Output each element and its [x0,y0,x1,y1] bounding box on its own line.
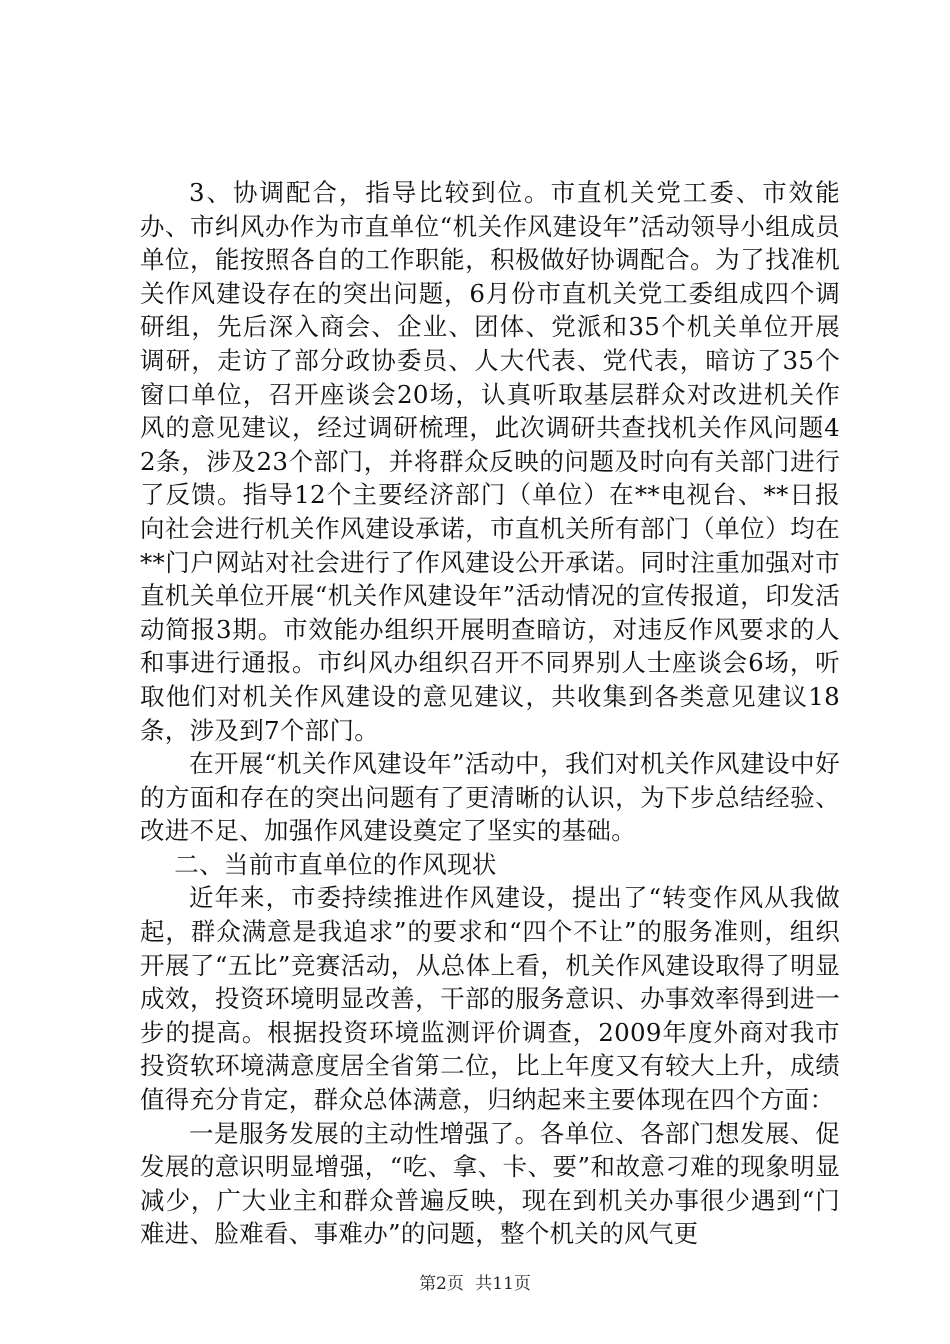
page-number: 第2页 [419,1274,464,1294]
paragraph-summary: 在开展“机关作风建设年”活动中，我们对机关作风建设中好的方面和存在的突出问题有了更清晰的认识，为下步总结经验、改进不足、加强作风建设奠定了坚实的基础。 [140,749,840,846]
paragraph-current-status: 近年来，市委持续推进作风建设，提出了“转变作风从我做起，群众满意是我追求”的要求和“四个不让”的服务准则，组织开展了“五比”竞赛活动，从总体上看，机关作风建设取得了明显成效，投资环境明显改善，干部的服务意识、办事效率得到进一步的提高。根据投资环境监测评价调查，2009年度外商对我市投资软环境满意度居全省第二位，比上年度又有较大上升，成绩值得充分肯定，群众总体满意，归纳起来主要体现在四个方面： [140,883,840,1115]
section-heading: 二、当前市直单位的作风现状 [174,849,497,879]
page-total: 共11页 [475,1274,531,1294]
paragraph-coordination: 3、协调配合，指导比较到位。市直机关党工委、市效能办、市纠风办作为市直单位“机关作风建设年”活动领导小组成员单位，能按照各自的工作职能，积极做好协调配合。为了找准机关作风建设存在的突出问题，6月份市直机关党工委组成四个调研组，先后深入商会、企业、团体、党派和35个机关单位开展调研，走访了部分政协委员、人大代表、党代表，暗访了35个窗口单位，召开座谈会20场，认真听取基层群众对改进机关作风的意见建议，经过调研梳理，此次调研共查找机关作风问题42条，涉及23个部门，并将群众反映的问题及时向有关部门进行了反馈。指导12个主要经济部门（单位）在**电视台、**日报向社会进行机关作风建设承诺，市直机关所有部门（单位）均在**门户网站对社会进行了作风建设公开承诺。同时注重加强对市直机关单位开展“机关作风建设年”活动情况的宣传报道，印发活动简报3期。市效能办组织开展明查暗访，对违反作风要求的人和事进行通报。市纠风办组织召开不同界别人士座谈会6场，听取他们对机关作风建设的意见建议，共收集到各类意见建议18条，涉及到7个部门。 [140,178,840,745]
paragraph-point-one: 一是服务发展的主动性增强了。各单位、各部门想发展、促发展的意识明显增强，“吃、拿、卡、要”和故意刁难的现象明显减少，广大业主和群众普遍反映，现在到机关办事很少遇到“门难进、脸难看、事难办”的问题，整个机关的风气更 [140,1118,841,1249]
document-body [140,176,840,1251]
page-footer [0,1274,950,1294]
